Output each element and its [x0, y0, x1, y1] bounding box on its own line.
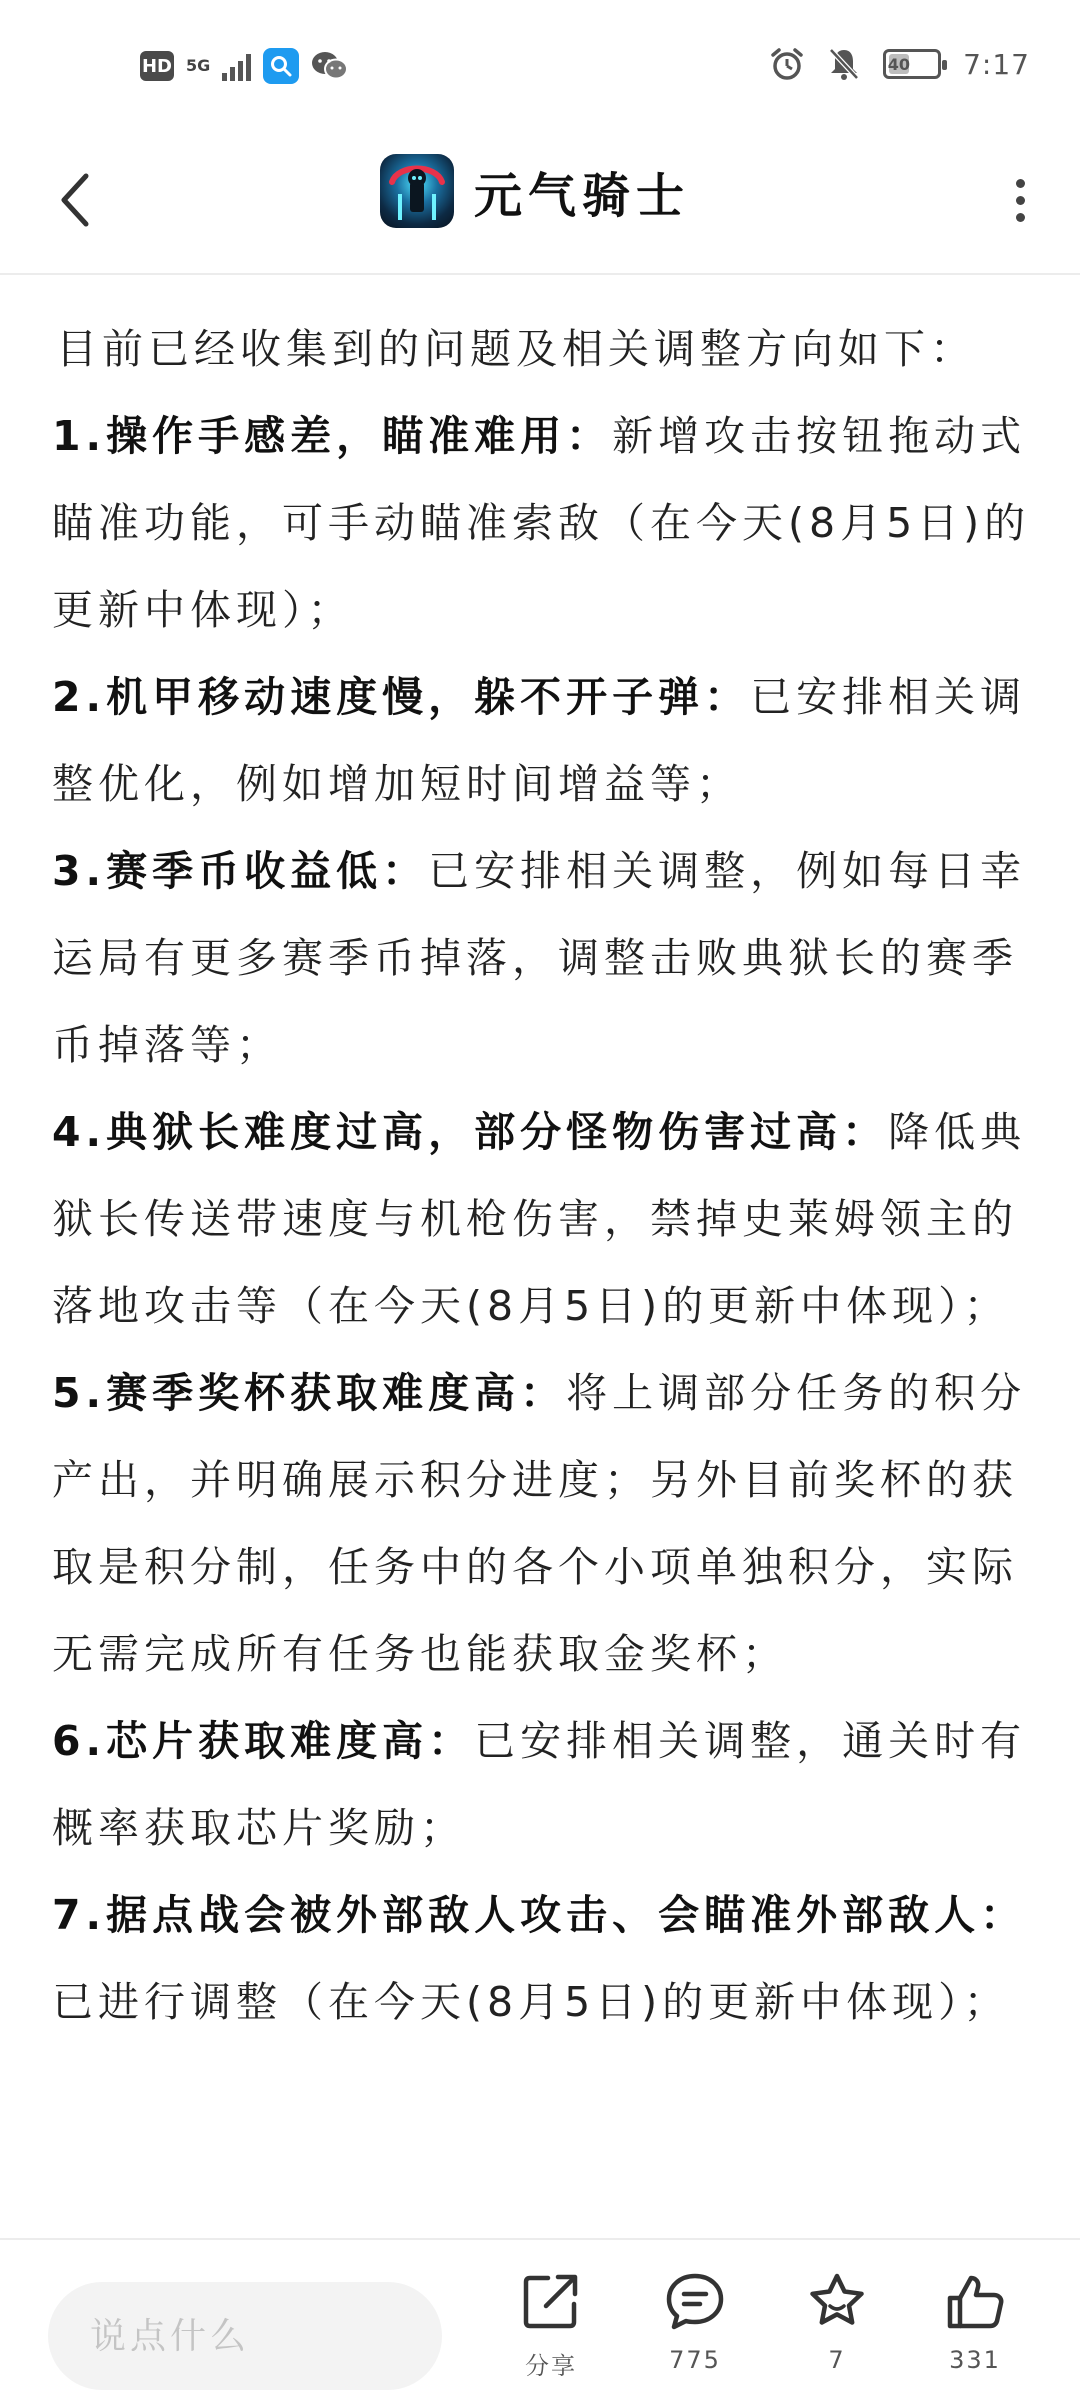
signal-icon: [222, 51, 251, 81]
more-dot: [1016, 196, 1025, 205]
article-item: [52, 828, 1042, 1089]
article-item: [52, 654, 1042, 828]
battery-level: 40: [887, 54, 911, 74]
comment-input[interactable]: [48, 2282, 442, 2390]
thumbs-up-icon: [944, 2270, 1006, 2332]
item-heading: 3.赛季币收益低：: [52, 847, 429, 895]
article-body: [52, 306, 1042, 2046]
chevron-left-icon: [58, 172, 92, 228]
article-item: [52, 1872, 1042, 2046]
status-bar: [0, 0, 1080, 130]
comment-icon: [664, 2270, 726, 2332]
app-logo: [380, 154, 454, 228]
item-heading: 6.芯片获取难度高：: [52, 1717, 475, 1765]
page-title: 元气骑士: [474, 167, 691, 224]
alarm-icon: [769, 46, 805, 82]
item-heading: 1.操作手感差，瞄准难用：: [52, 412, 613, 460]
share-button[interactable]: [496, 2270, 606, 2381]
battery-icon: [883, 49, 941, 79]
share-label: 分享: [525, 2352, 577, 2380]
article-item: [52, 1089, 1042, 1350]
star-icon: [806, 2270, 868, 2332]
header-center[interactable]: [380, 154, 690, 228]
article-item: [52, 1350, 1042, 1698]
item-heading: 4.典狱长难度过高，部分怪物伤害过高：: [52, 1108, 889, 1156]
share-icon: [520, 2270, 582, 2332]
item-body: 已进行调整（在今天(8月5日)的更新中体现）；: [52, 1978, 1010, 2026]
status-bar-right: [769, 46, 1030, 82]
more-options-button[interactable]: [990, 165, 1050, 235]
article-intro: 目前已经收集到的问题及相关调整方向如下：: [56, 325, 976, 373]
item-heading: 7.据点战会被外部敌人攻击、会瞄准外部敌人：: [52, 1891, 1027, 1939]
item-body: 新增攻击按钮拖动式瞄准功能，可手动瞄准索敌（在今天(8月5日)的更新中体现）；: [52, 412, 1031, 634]
clock: 7:17: [963, 47, 1030, 81]
comment-button[interactable]: [640, 2270, 750, 2374]
more-dot: [1016, 179, 1025, 188]
search-app-icon: [263, 48, 299, 84]
item-heading: 2.机甲移动速度慢，躲不开子弹：: [52, 673, 751, 721]
more-dot: [1016, 213, 1025, 222]
article-item: [52, 393, 1042, 654]
item-body: 降低典狱长传送带速度与机枪伤害，禁掉史莱姆领主的落地攻击等（在今天(8月5日)的更新中体现）；: [52, 1108, 1027, 1330]
item-heading: 5.赛季奖杯获取难度高：: [52, 1369, 567, 1417]
bottom-action-bar: [0, 2238, 1080, 2400]
status-bar-left: [140, 48, 349, 84]
hd-badge: HD: [140, 51, 174, 81]
favorite-count: 7: [828, 2346, 846, 2374]
network-type: 5G: [186, 56, 211, 75]
mute-icon: [827, 46, 861, 82]
item-body: 已安排相关调整，通关时有概率获取芯片奖励；: [52, 1717, 1027, 1852]
item-body: 已安排相关调整优化，例如增加短时间增益等；: [52, 673, 1027, 808]
like-count: 331: [949, 2346, 1001, 2374]
favorite-button[interactable]: [782, 2270, 892, 2374]
wechat-icon: [311, 50, 349, 82]
app-header: [0, 130, 1080, 275]
back-button[interactable]: [40, 160, 110, 240]
item-body: 已安排相关调整，例如每日幸运局有更多赛季币掉落，调整击败典狱长的赛季币掉落等；: [52, 847, 1027, 1069]
article-item: [52, 1698, 1042, 1872]
comment-count: 775: [669, 2346, 721, 2374]
like-button[interactable]: [920, 2270, 1030, 2374]
item-body: 将上调部分任务的积分产出，并明确展示积分进度；另外目前奖杯的获取是积分制，任务中的各个小项单独积分，实际无需完成所有任务也能获取金奖杯；: [52, 1369, 1027, 1678]
